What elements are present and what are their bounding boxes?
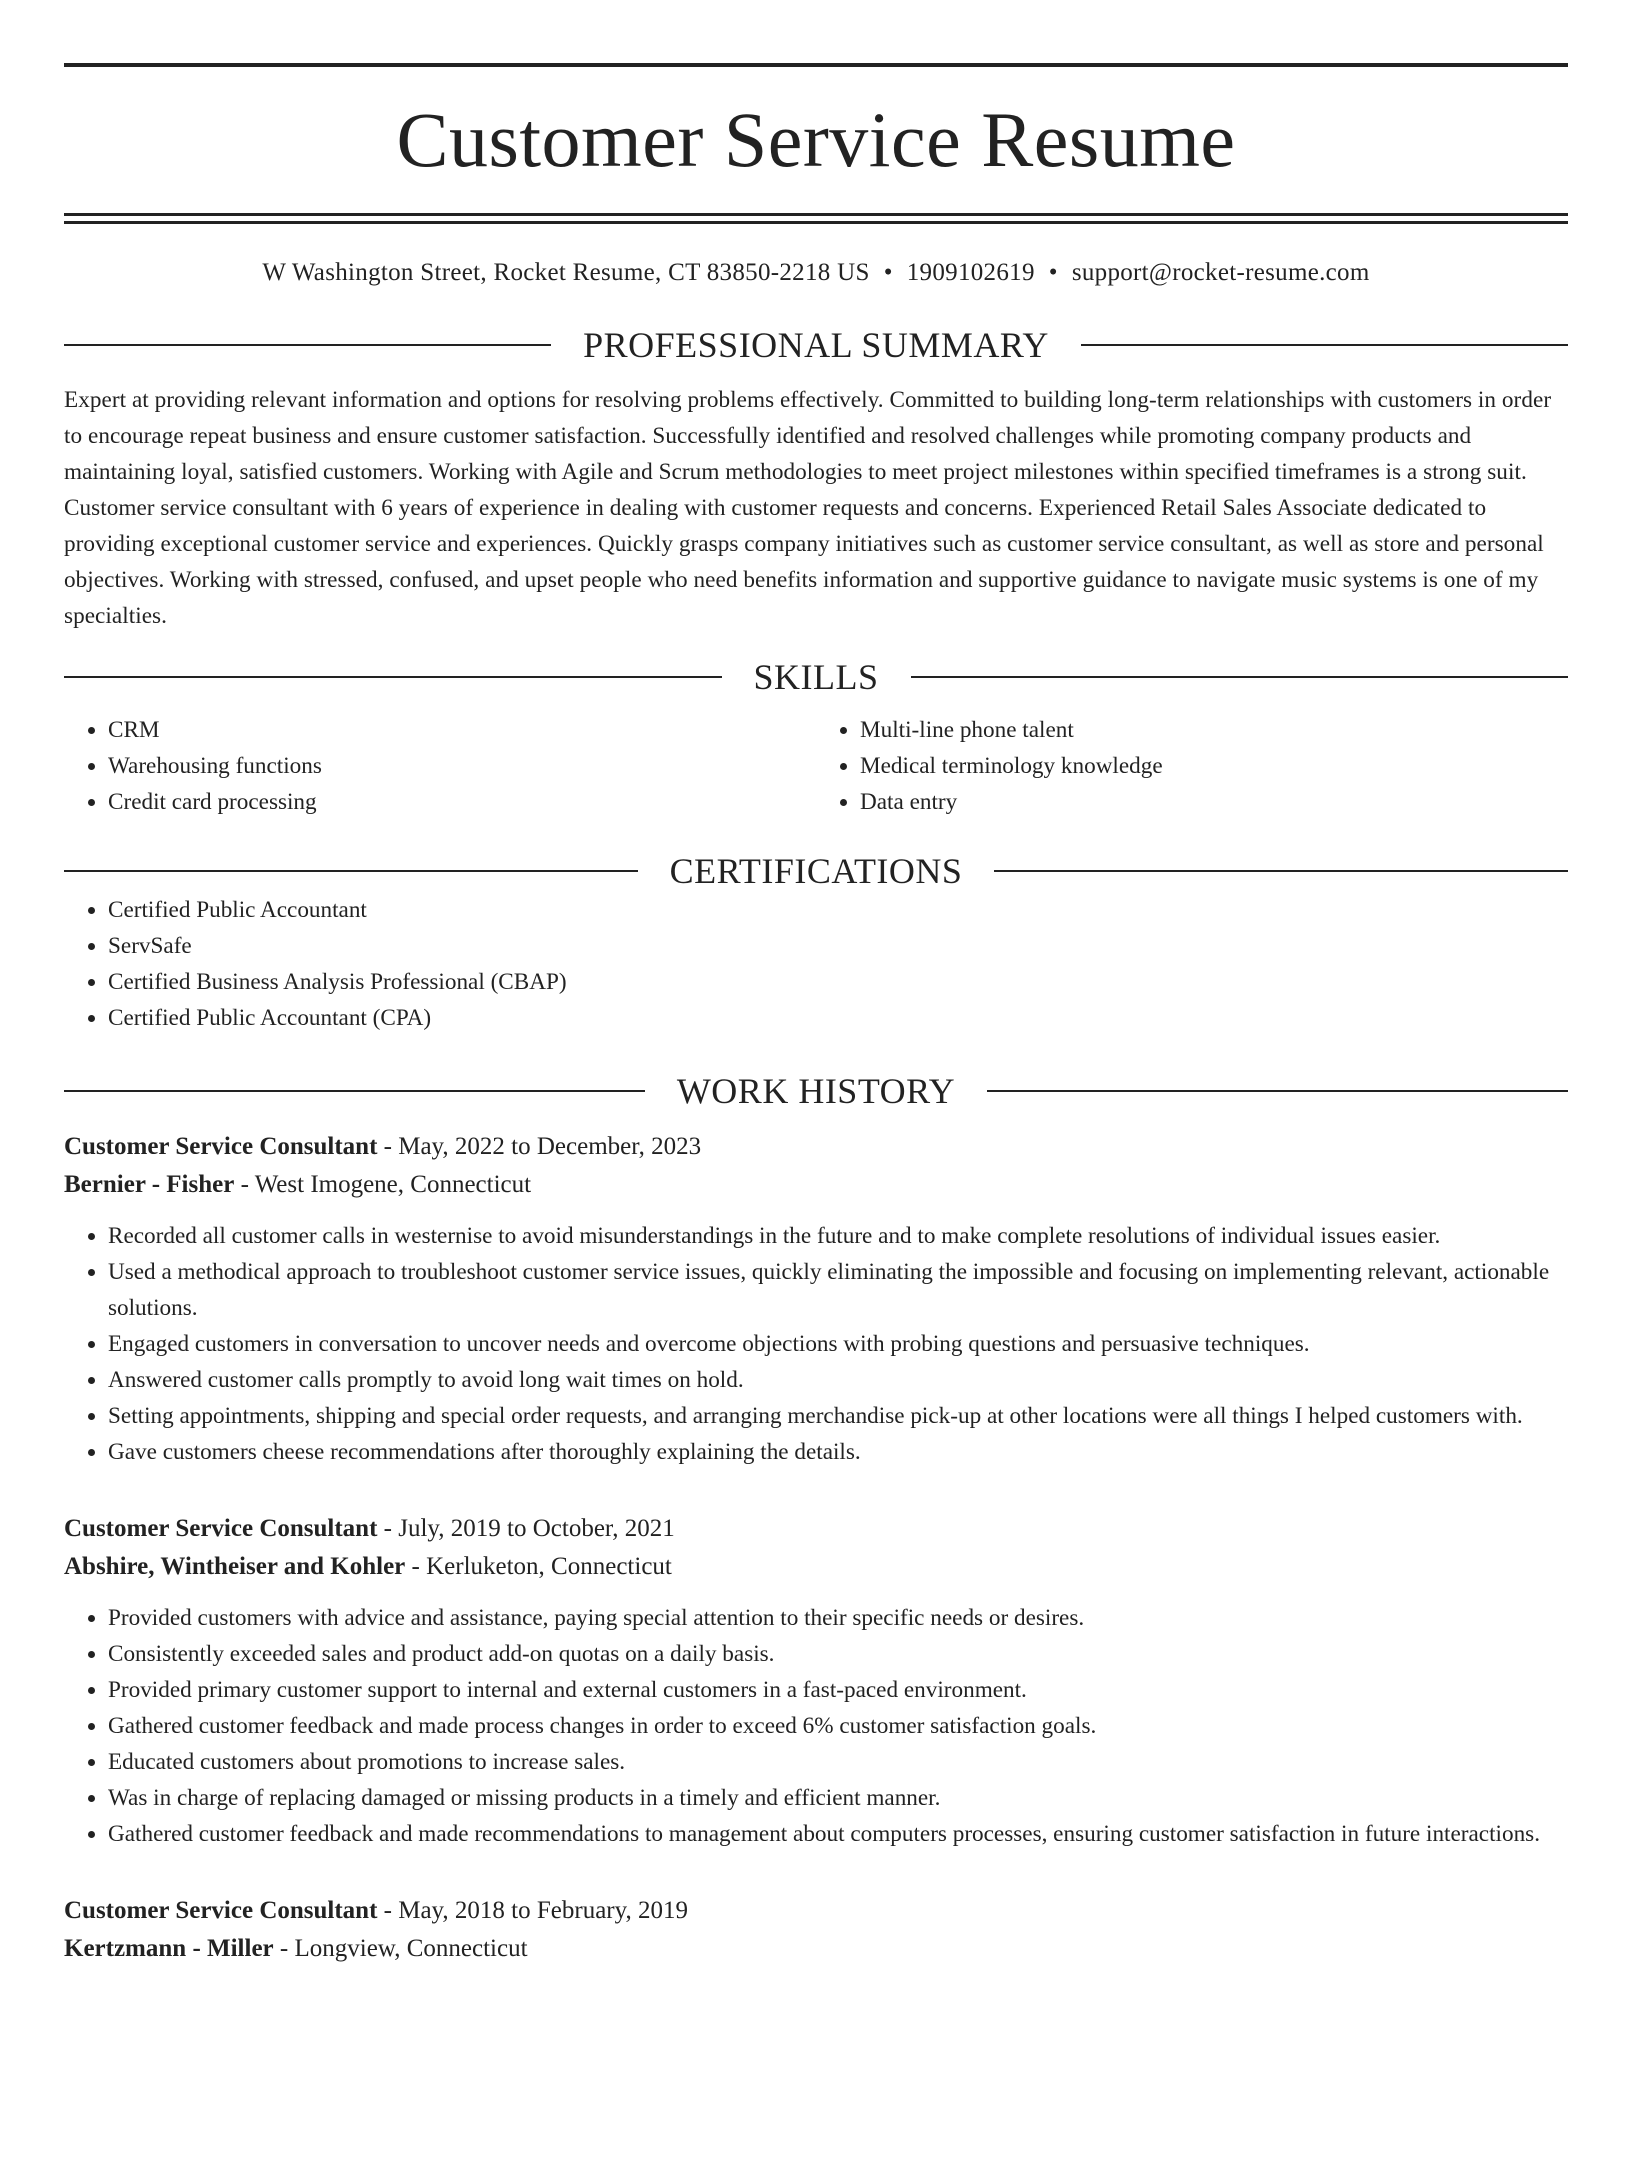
job-duty: • Gave customers cheese recommendations after thoroughly explaining the details. [108,1434,1568,1470]
title-double-rule [64,213,1568,224]
heading-rule-right [1081,344,1568,346]
heading-rule-right [994,870,1568,872]
resume-page [0,63,1632,2175]
contact-email: support@rocket-resume.com [1071,259,1370,286]
job-duties [64,1218,1568,1470]
skills-heading-label: SKILLS [753,657,879,697]
skills-column-right [816,712,1568,820]
top-rule [64,63,1568,67]
skills-list [64,712,1568,820]
certification-item: • Certified Business Analysis Professional (CBAP) [108,964,1568,1000]
skills-column-left [64,712,816,820]
job-duty: • Gathered customer feedback and made process changes in order to exceed 6% customer satisfaction goals. [108,1708,1568,1744]
job-duty: • Educated customers about promotions to increase sales. [108,1744,1568,1780]
heading-rule-left [64,1090,645,1092]
job-duty: • Used a methodical approach to troubleshoot customer service issues, quickly eliminating the impossible and focusing on implementing relevant, actionable solutions. [108,1254,1568,1326]
heading-rule-left [64,870,638,872]
job-title-line [64,1128,1568,1166]
certifications-heading-label: CERTIFICATIONS [669,851,963,891]
job-location: - Longview, Connecticut [273,1935,528,1962]
job-duty: • Gathered customer feedback and made recommendations to management about computers processes, ensuring customer satisfaction in future interactions. [108,1816,1568,1852]
job-entry [64,1892,1568,1968]
job-company-line [64,1548,1568,1586]
job-company-line [64,1166,1568,1204]
job-title-line [64,1510,1568,1548]
summary-heading [64,324,1568,366]
job-dates: - May, 2022 to December, 2023 [377,1133,702,1160]
job-duty: • Recorded all customer calls in westernise to avoid misunderstandings in the future and to make complete resolutions of individual issues easier. [108,1218,1568,1254]
certifications-list [64,892,1568,1036]
job-company: Bernier - Fisher [64,1171,235,1198]
job-entry [64,1128,1568,1470]
contact-address: W Washington Street, Rocket Resume, CT 83850-2218 US [262,259,870,286]
work-history-heading-label: WORK HISTORY [676,1071,956,1111]
certification-item: • Certified Public Accountant [108,892,1568,928]
job-title: Customer Service Consultant [64,1897,378,1924]
job-dates: - May, 2018 to February, 2019 [377,1897,689,1924]
job-duty: • Was in charge of replacing damaged or missing products in a timely and efficient manner. [108,1780,1568,1816]
work-history-heading [64,1070,1568,1112]
certification-item: • Certified Public Accountant (CPA) [108,1000,1568,1036]
job-duty: • Consistently exceeded sales and product add-on quotas on a daily basis. [108,1636,1568,1672]
job-location: - West Imogene, Connecticut [234,1171,532,1198]
heading-rule-right [987,1090,1568,1092]
job-duties [64,1600,1568,1852]
job-location: - Kerluketon, Connecticut [405,1553,672,1580]
skill-item: • Multi-line phone talent [860,712,1568,748]
contact-phone: 1909102619 [906,259,1035,286]
skill-item: • CRM [108,712,816,748]
job-company-line [64,1930,1568,1968]
job-duty: • Answered customer calls promptly to avoid long wait times on hold. [108,1362,1568,1398]
heading-rule-left [64,344,551,346]
contact-separator: • [1048,259,1058,286]
job-duty: • Setting appointments, shipping and special order requests, and arranging merchandise pick-up at other locations were all things I helped customers with. [108,1398,1568,1434]
job-duty: • Engaged customers in conversation to uncover needs and overcome objections with probing questions and persuasive techniques. [108,1326,1568,1362]
job-duty: • Provided primary customer support to internal and external customers in a fast-paced environment. [108,1672,1568,1708]
job-duty: • Provided customers with advice and assistance, paying special attention to their specific needs or desires. [108,1600,1568,1636]
contact-line [64,256,1568,290]
certifications-heading [64,850,1568,892]
job-title: Customer Service Consultant [64,1133,378,1160]
summary-text: Expert at providing relevant information and options for resolving problems effectively. Committed to building long-term relationships with customers in order to encourage repeat business and ensure customer satisfaction. Successfully identified and resolved challenges while promoting company products and maintaining loyal, satisfied customers. Working with Agile and Scrum methodologies to meet project milestones within specified timeframes is a strong suit. Customer service consultant with 6 years of experience in dealing with customer requests and concerns. Experienced Retail Sales Associate dedicated to providing exceptional customer service and experiences. Quickly grasps company initiatives such as customer service consultant, as well as store and personal objectives. Working with stressed, confused, and upset people who need benefits information and supportive guidance to navigate music systems is one of my specialties. [64,387,1552,629]
skills-heading [64,656,1568,698]
job-company: Kertzmann - Miller [64,1935,274,1962]
job-dates: - July, 2019 to October, 2021 [377,1515,675,1542]
skill-item: • Credit card processing [108,784,816,820]
skill-item: • Medical terminology knowledge [860,748,1568,784]
job-company: Abshire, Wintheiser and Kohler [64,1553,406,1580]
contact-separator: • [883,259,893,286]
job-entry [64,1510,1568,1852]
resume-title: Customer Service Resume [396,96,1236,183]
skill-item: • Warehousing functions [108,748,816,784]
job-title: Customer Service Consultant [64,1515,378,1542]
job-title-line [64,1892,1568,1930]
summary-heading-label: PROFESSIONAL SUMMARY [583,325,1049,365]
heading-rule-right [911,676,1569,678]
skill-item: • Data entry [860,784,1568,820]
heading-rule-left [64,676,722,678]
certification-item: • ServSafe [108,928,1568,964]
